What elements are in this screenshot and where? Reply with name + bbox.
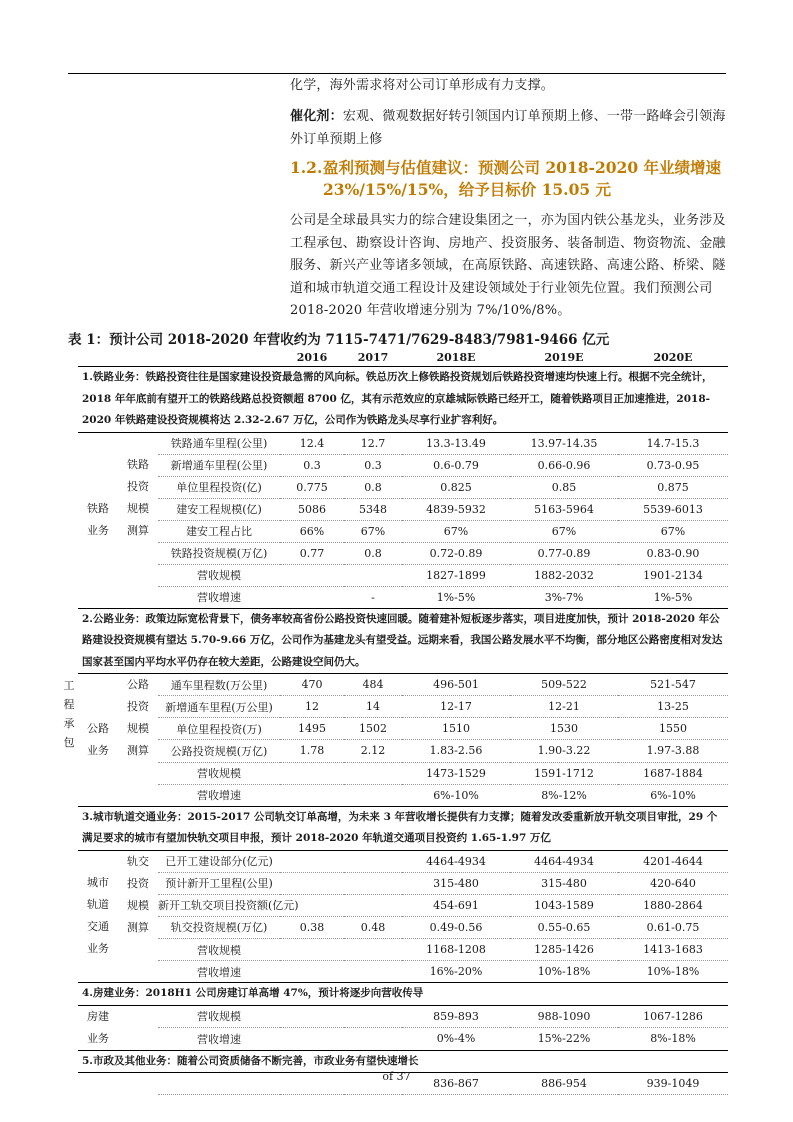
value-cell xyxy=(344,850,402,872)
value-cell: 1.83-2.56 xyxy=(402,740,510,762)
value-cell: 886-954 xyxy=(510,1073,618,1095)
table-row xyxy=(78,762,728,784)
table-row xyxy=(78,520,728,542)
value-cell: 0.3 xyxy=(344,454,402,476)
value-cell xyxy=(344,564,402,586)
value-cell: 12-17 xyxy=(402,696,510,718)
value-cell: 496-501 xyxy=(402,674,510,696)
value-cell: 1880-2864 xyxy=(618,894,728,916)
section-header: 2.公路业务：政策边际宽松背景下，债务率较高省份公路投资快速回暖。随着建补短板逐步落实，项目进度加快，预计 2018-2020 年公路建设投资规模有望达 5.70-9.66 万亿，公司作为基建龙头有望受益。远期来看，我国公路发展水平不均衡，部分地区公路密度相对发达国家甚至国内平均水平仍存在较大差距，公路建设空间仍大。 xyxy=(82,612,723,668)
value-cell: 1901-2134 xyxy=(618,564,728,586)
value-cell xyxy=(344,894,402,916)
table-title: 表 1：预计公司 2018-2020 年营收约为 7115-7471/7629-8483/7981-9466 亿元 xyxy=(68,332,610,348)
value-cell: 0.77-0.89 xyxy=(510,542,618,564)
col-header: 2019E xyxy=(544,350,584,364)
value-cell: 521-547 xyxy=(618,674,728,696)
value-cell: 1285-1426 xyxy=(510,939,618,961)
value-cell: 836-867 xyxy=(402,1073,510,1095)
value-cell: 0.77 xyxy=(280,542,344,564)
value-cell xyxy=(280,1028,344,1051)
value-cell: - xyxy=(344,586,402,608)
value-cell: 0.61-0.75 xyxy=(618,916,728,938)
value-cell: 315-480 xyxy=(402,872,510,894)
value-cell xyxy=(344,1028,402,1051)
value-cell: 8%-12% xyxy=(510,784,618,806)
value-cell: 0.6-0.79 xyxy=(402,454,510,476)
row-label: 营收增速 xyxy=(158,586,280,608)
value-cell: 14 xyxy=(344,696,402,718)
value-cell: 8%-18% xyxy=(618,1028,728,1051)
row-label: 营收规模 xyxy=(158,1005,280,1028)
value-cell: 484 xyxy=(344,674,402,696)
page-footer: of 37 xyxy=(382,1070,411,1083)
table-row xyxy=(78,850,728,872)
value-cell: 0.48 xyxy=(344,916,402,938)
value-cell: 4464-4934 xyxy=(510,850,618,872)
table-row xyxy=(78,939,728,961)
row-label: 铁路投资规模(万亿) xyxy=(158,542,280,564)
value-cell: 13-25 xyxy=(618,696,728,718)
value-cell: 1.90-3.22 xyxy=(510,740,618,762)
value-cell: 0.55-0.65 xyxy=(510,916,618,938)
value-cell: 1168-1208 xyxy=(402,939,510,961)
value-cell: 14.7-15.3 xyxy=(618,432,728,454)
table-row xyxy=(78,872,728,894)
table-row xyxy=(78,718,728,740)
row-label: 营收增速 xyxy=(158,784,280,806)
intro-line: 化学，海外需求将对公司订单形成有力支撑。 xyxy=(290,78,555,93)
value-cell: 1882-2032 xyxy=(510,564,618,586)
value-cell: 1550 xyxy=(618,718,728,740)
value-cell: 0.66-0.96 xyxy=(510,454,618,476)
subcategory-label: 轨交 投资 规模 测算 xyxy=(127,854,149,934)
table-row xyxy=(78,454,728,476)
value-cell xyxy=(280,564,344,586)
value-cell xyxy=(280,784,344,806)
value-cell: 1530 xyxy=(510,718,618,740)
value-cell: 1687-1884 xyxy=(618,762,728,784)
value-cell: 5539-6013 xyxy=(618,498,728,520)
section-header: 3.城市轨道交通业务：2015-2017 公司轨交订单高增，为未来 3 年营收增长提供有力支撑；随着发改委重新放开轨交项目审批，29 个满足要求的城市有望加快轨交项目申报，预计 2018-2020 年轨道交通项目投资约 1.65-1.97 万亿 xyxy=(82,810,718,844)
value-cell: 1495 xyxy=(280,718,344,740)
forecast-table xyxy=(78,348,728,1095)
value-cell xyxy=(280,762,344,784)
catalyst-paragraph xyxy=(290,106,726,151)
value-cell: 454-691 xyxy=(402,894,510,916)
category-label: 城市 轨道 交通 业务 xyxy=(87,876,109,956)
value-cell: 4839-5932 xyxy=(402,498,510,520)
blank-cell xyxy=(118,564,158,608)
value-cell: 16%-20% xyxy=(402,961,510,983)
value-cell: 12 xyxy=(280,696,344,718)
value-cell: 4201-4644 xyxy=(618,850,728,872)
value-cell xyxy=(280,961,344,983)
blank-cell xyxy=(118,1005,158,1028)
section-header: 5.市政及其他业务：随着公司资质储备不断完善，市政业务有望快速增长 xyxy=(82,1054,419,1067)
value-cell xyxy=(280,586,344,608)
row-label: 营收增速 xyxy=(158,961,280,983)
value-cell: 0.49-0.56 xyxy=(402,916,510,938)
value-cell: 1502 xyxy=(344,718,402,740)
value-cell: 67% xyxy=(510,520,618,542)
category-label: 铁路 业务 xyxy=(87,502,109,537)
value-cell: 67% xyxy=(402,520,510,542)
category-label: 公路 业务 xyxy=(87,721,109,757)
value-cell: 12.7 xyxy=(344,432,402,454)
value-cell: 0.85 xyxy=(510,476,618,498)
value-cell: 509-522 xyxy=(510,674,618,696)
section-header: 1.铁路业务：铁路投资往往是国家建设投资最急需的风向标。铁总历次上修铁路投资规划后铁路投资增速均快速上行。根据不完全统计，2018 年年底前有望开工的铁路线路总投资额超 8700 亿，其有示范效应的京雄城际铁路已经开工，随着铁路项目正加速推进，2018-2020 年铁路建设投资规模将达 2.32-2.67 万亿，公司作为铁路龙头尽享行业扩容利好。 xyxy=(82,371,713,426)
blank-cell xyxy=(118,1028,158,1051)
value-cell: 0.3 xyxy=(280,454,344,476)
row-label: 新增通车里程(万公里) xyxy=(158,696,280,718)
row-label: 营收规模 xyxy=(158,564,280,586)
value-cell: 0.73-0.95 xyxy=(618,454,728,476)
value-cell: 470 xyxy=(280,674,344,696)
value-cell: 1473-1529 xyxy=(402,762,510,784)
row-label: 公路投资规模(万亿) xyxy=(158,740,280,762)
row-label: 已开工建设部分(亿元) xyxy=(158,850,280,872)
subcategory-label: 公路 投资 规模 测算 xyxy=(127,678,149,757)
value-cell: 2.12 xyxy=(344,740,402,762)
value-cell xyxy=(344,1005,402,1028)
row-label: 轨交投资规模(万亿) xyxy=(158,916,280,938)
value-cell: 67% xyxy=(618,520,728,542)
table-row xyxy=(78,674,728,696)
value-cell: 1591-1712 xyxy=(510,762,618,784)
row-label: 预计新开工里程(公里) xyxy=(158,872,280,894)
col-header: 2018E xyxy=(436,350,476,364)
body-paragraph: 公司是全球最具实力的综合建设集团之一，亦为国内铁公基龙头，业务涉及工程承包、勘察设计咨询、房地产、投资服务、装备制造、物资物流、金融服务、新兴产业等诸多领域，在高原铁路、高速铁路、高速公路、桥梁、隧道和城市轨道交通工程设计及建设领域处于行业领先位置。我们预测公司 2018-2020 年营收增速分别为 7%/10%/8%。 xyxy=(290,213,726,318)
value-cell: 1043-1589 xyxy=(510,894,618,916)
value-cell: 1067-1286 xyxy=(618,1005,728,1028)
section-header: 4.房建业务：2018H1 公司房建订单高增 47%，预计将逐步向营收传导 xyxy=(82,987,424,999)
value-cell xyxy=(280,872,344,894)
value-cell: 10%-18% xyxy=(510,961,618,983)
table-row xyxy=(78,961,728,983)
value-cell: 15%-22% xyxy=(510,1028,618,1051)
value-cell: 1%-5% xyxy=(402,586,510,608)
table-row xyxy=(78,1028,728,1051)
table-row xyxy=(78,432,728,454)
value-cell: 1.78 xyxy=(280,740,344,762)
value-cell: 1.97-3.88 xyxy=(618,740,728,762)
col-header: 2017 xyxy=(357,350,389,364)
value-cell xyxy=(344,762,402,784)
table-row xyxy=(78,696,728,718)
value-cell: 1827-1899 xyxy=(402,564,510,586)
blank-cell xyxy=(118,939,158,983)
section-title-line2: 23%/15%/15%，给予目标价 15.05 元 xyxy=(323,180,612,199)
value-cell: 0.8 xyxy=(344,476,402,498)
table-row xyxy=(78,542,728,564)
row-label: 单位里程投资(亿) xyxy=(158,476,280,498)
blank-cell xyxy=(118,762,158,806)
value-cell: 67% xyxy=(344,520,402,542)
value-cell: 939-1049 xyxy=(618,1073,728,1095)
value-cell: 4464-4934 xyxy=(402,850,510,872)
value-cell: 0.775 xyxy=(280,476,344,498)
header-rule xyxy=(68,73,726,74)
value-cell: 0.83-0.90 xyxy=(618,542,728,564)
table-row xyxy=(78,586,728,608)
value-cell: 6%-10% xyxy=(402,784,510,806)
value-cell: 0.72-0.89 xyxy=(402,542,510,564)
section-title-line1: 盈利预测与估值建议：预测公司 2018-2020 年业绩增速 xyxy=(323,158,722,177)
value-cell: 5163-5964 xyxy=(510,498,618,520)
value-cell: 1413-1683 xyxy=(618,939,728,961)
section-header-row xyxy=(78,983,728,1006)
value-cell: 0%-4% xyxy=(402,1028,510,1051)
table-row xyxy=(78,498,728,520)
value-cell: 0.38 xyxy=(280,916,344,938)
value-cell: 12-21 xyxy=(510,696,618,718)
row-label: 新增通车里程(公里) xyxy=(158,454,280,476)
value-cell: 1510 xyxy=(402,718,510,740)
row-label: 营收规模 xyxy=(158,762,280,784)
row-label: 营收规模 xyxy=(158,939,280,961)
value-cell: 13.97-14.35 xyxy=(510,432,618,454)
value-cell: 315-480 xyxy=(510,872,618,894)
value-cell: 5086 xyxy=(280,498,344,520)
value-cell: 10%-18% xyxy=(618,961,728,983)
section-number: 1.2. xyxy=(290,158,323,177)
value-cell xyxy=(344,961,402,983)
row-label: 建安工程规模(亿) xyxy=(158,498,280,520)
value-cell: 0.8 xyxy=(344,542,402,564)
row-label: 通车里程数(万公里) xyxy=(158,674,280,696)
value-cell: 859-893 xyxy=(402,1005,510,1028)
table-row xyxy=(78,564,728,586)
value-cell xyxy=(280,850,344,872)
value-cell xyxy=(280,1005,344,1028)
value-cell: 988-1090 xyxy=(510,1005,618,1028)
row-label: 单位里程投资(万) xyxy=(158,718,280,740)
table-row xyxy=(78,1005,728,1028)
value-cell: 6%-10% xyxy=(618,784,728,806)
catalyst-text: 宏观、微观数据好转引领国内订单预期上修、一带一路峰会引领海外订单预期上修 xyxy=(290,109,726,147)
table-body xyxy=(78,367,728,1095)
row-label: 营收增速 xyxy=(158,1028,280,1051)
table-header-row xyxy=(78,348,728,367)
value-cell: 5348 xyxy=(344,498,402,520)
table-row xyxy=(78,916,728,938)
col-header: 2016 xyxy=(296,350,328,364)
row-label: 铁路通车里程(公里) xyxy=(158,432,280,454)
col-header: 2020E xyxy=(653,350,693,364)
value-cell: 420-640 xyxy=(618,872,728,894)
value-cell xyxy=(344,939,402,961)
value-cell: 13.3-13.49 xyxy=(402,432,510,454)
value-cell xyxy=(344,872,402,894)
section-header-row xyxy=(78,806,728,850)
value-cell xyxy=(280,939,344,961)
section-header-row xyxy=(78,608,728,674)
row-label: 新开工轨交项目投资额(亿元) xyxy=(158,894,280,916)
subcategory-label: 铁路 投资 规模 测算 xyxy=(127,458,149,538)
table-row xyxy=(78,740,728,762)
table-row xyxy=(78,476,728,498)
group-label: 工 程 承 包 xyxy=(63,679,75,749)
category-label: 房建 业务 xyxy=(87,1009,109,1045)
value-cell: 12.4 xyxy=(280,432,344,454)
table-row xyxy=(78,894,728,916)
section-header-row xyxy=(78,367,728,433)
row-label: 建安工程占比 xyxy=(158,520,280,542)
value-cell: 3%-7% xyxy=(510,586,618,608)
value-cell: 0.875 xyxy=(618,476,728,498)
value-cell: 0.825 xyxy=(402,476,510,498)
catalyst-label: 催化剂： xyxy=(290,109,343,124)
value-cell: 66% xyxy=(280,520,344,542)
value-cell: 1%-5% xyxy=(618,586,728,608)
value-cell xyxy=(344,784,402,806)
table-row xyxy=(78,784,728,806)
